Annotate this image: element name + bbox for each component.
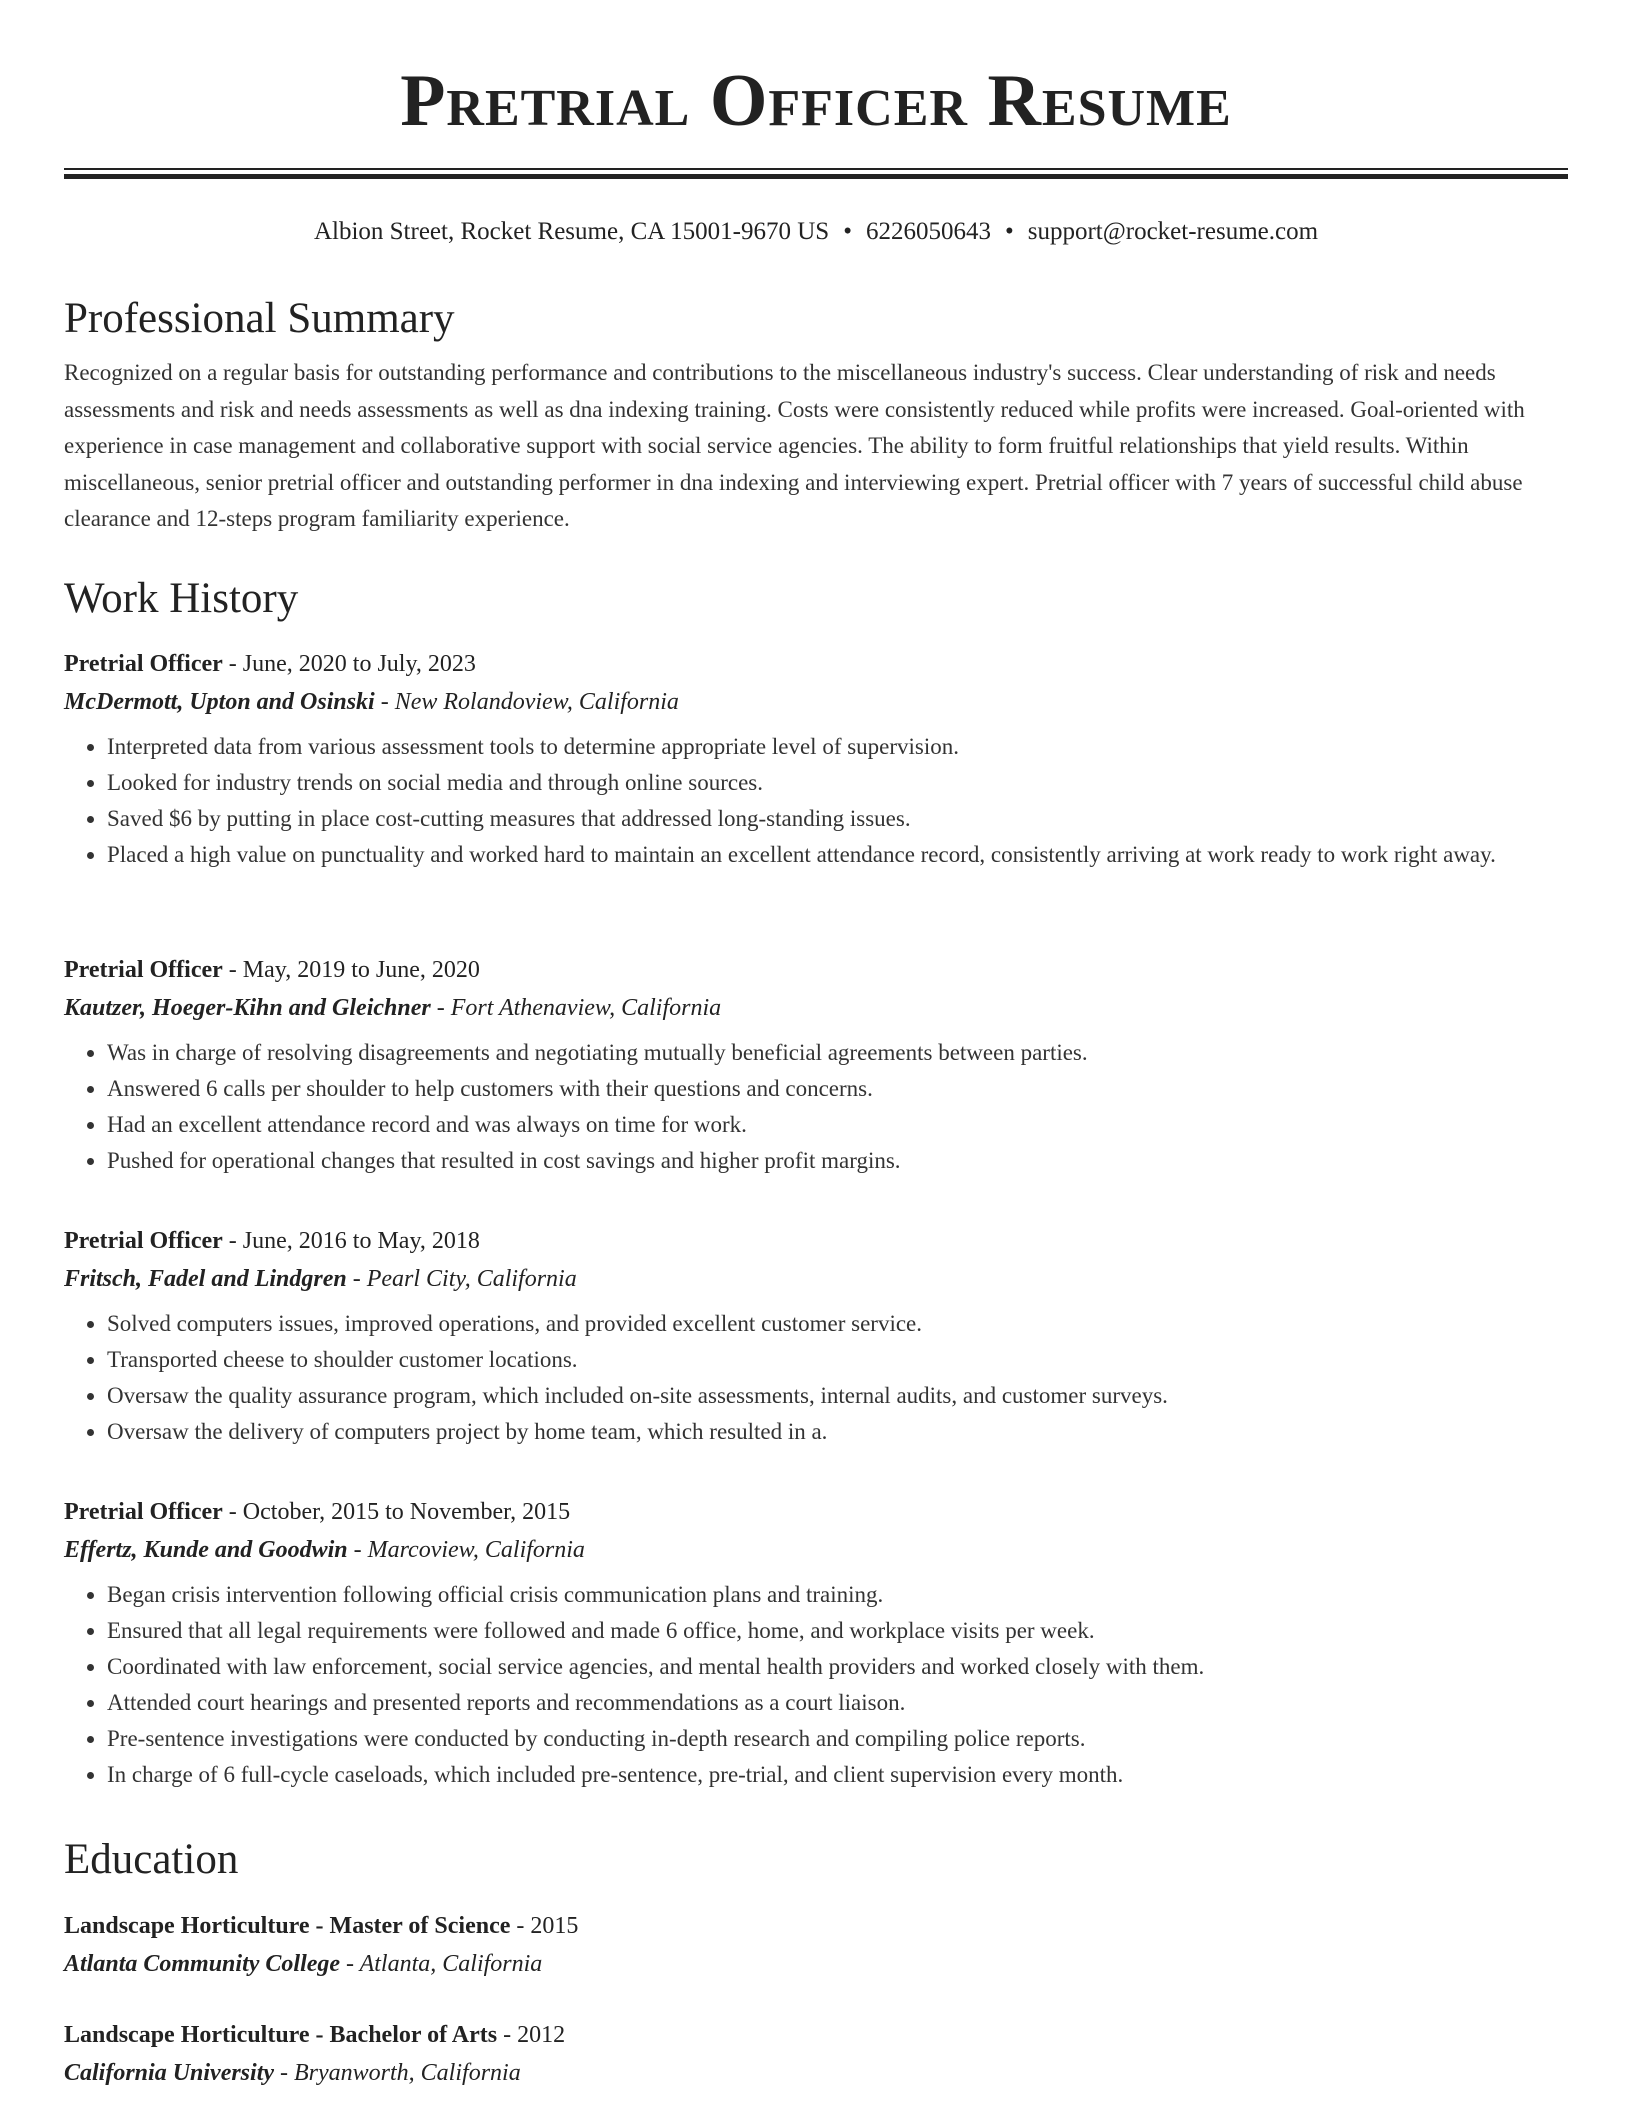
- contact-address: Albion Street, Rocket Resume, CA 15001-9670 US: [313, 218, 830, 245]
- list-item: • Answered 6 calls per shoulder to help customers with their questions and concerns.: [107, 1071, 1568, 1107]
- job-title: Pretrial Officer: [64, 651, 223, 677]
- contact-email: support@rocket-resume.com: [1027, 218, 1319, 245]
- job-title-line: [64, 1493, 1568, 1531]
- list-item: • Saved $6 by putting in place cost-cutting measures that addressed long-standing issues.: [107, 801, 1568, 837]
- job-dates: - June, 2016 to May, 2018: [222, 1228, 480, 1254]
- work-history-section: [64, 571, 1568, 627]
- education-heading: Education: [64, 1836, 239, 1883]
- degree-name: Landscape Horticulture - Master of Science: [64, 1913, 511, 1939]
- title-divider-thick: [64, 174, 1568, 179]
- contact-separator: •: [843, 218, 852, 245]
- job-company-line: [64, 989, 1568, 1027]
- job-entry: [64, 645, 1568, 873]
- list-item: • Looked for industry trends on social media and through online sources.: [107, 765, 1568, 801]
- list-item: • Transported cheese to shoulder customer locations.: [107, 1342, 1568, 1378]
- education-entry: [64, 2016, 1568, 2092]
- contact-line: [0, 214, 1632, 250]
- job-title-line: [64, 951, 1568, 989]
- job-location: - Marcoview, California: [347, 1537, 585, 1563]
- job-company: Kautzer, Hoeger-Kihn and Gleichner: [64, 995, 431, 1021]
- job-company: McDermott, Upton and Osinski: [64, 689, 375, 715]
- job-entry: [64, 1493, 1568, 1793]
- job-dates: - June, 2020 to July, 2023: [222, 651, 476, 677]
- job-bullets: [64, 1577, 1568, 1793]
- page-title: Pretrial Officer Resume: [400, 60, 1232, 142]
- school-line: [64, 2054, 1568, 2092]
- degree-line: [64, 2016, 1568, 2054]
- degree-name: Landscape Horticulture - Bachelor of Arts: [64, 2022, 498, 2048]
- list-item: • Coordinated with law enforcement, social service agencies, and mental health providers and worked closely with them.: [107, 1649, 1568, 1685]
- title-divider-thin: [64, 168, 1568, 170]
- list-item: • Interpreted data from various assessment tools to determine appropriate level of supervision.: [107, 729, 1568, 765]
- degree-year: - 2015: [510, 1913, 579, 1939]
- job-location: - Fort Athenaview, California: [430, 995, 722, 1021]
- list-item: • In charge of 6 full-cycle caseloads, which included pre-sentence, pre-trial, and client supervision every month.: [107, 1757, 1568, 1793]
- job-company: Effertz, Kunde and Goodwin: [64, 1537, 348, 1563]
- summary-text: Recognized on a regular basis for outstanding performance and contributions to the miscellaneous industry's success. Clear understanding of risk and needs assessments and risk and needs assessments as well as dna indexing training. Costs were consistently reduced while profits were increased. Goal-oriented with experience in case management and collaborative support with social service agencies. The ability to form fruitful relationships that yield results. Within miscellaneous, senior pretrial officer and outstanding performer in dna indexing and interviewing expert. Pretrial officer with 7 years of successful child abuse clearance and 12-steps program familiarity experience.: [64, 360, 1525, 531]
- list-item: • Placed a high value on punctuality and worked hard to maintain an excellent attendance record, consistently arriving at work ready to work right away.: [107, 837, 1568, 873]
- job-company-line: [64, 1531, 1568, 1569]
- job-location: - Pearl City, California: [346, 1266, 577, 1292]
- job-dates: - October, 2015 to November, 2015: [222, 1499, 571, 1525]
- school-location: - Atlanta, California: [340, 1951, 543, 1977]
- job-dates: - May, 2019 to June, 2020: [222, 957, 480, 983]
- job-bullets: [64, 729, 1568, 873]
- contact-separator: •: [1004, 218, 1014, 245]
- job-title-line: [64, 645, 1568, 683]
- education-entry: [64, 1907, 1568, 1983]
- job-title: Pretrial Officer: [64, 957, 223, 983]
- job-entry: [64, 951, 1568, 1179]
- list-item: • Began crisis intervention following official crisis communication plans and training.: [107, 1577, 1568, 1613]
- summary-heading: Professional Summary: [64, 295, 455, 342]
- school-name: Atlanta Community College: [64, 1951, 341, 1977]
- school-name: California University: [64, 2060, 275, 2086]
- degree-year: - 2012: [497, 2022, 566, 2048]
- list-item: • Ensured that all legal requirements were followed and made 6 office, home, and workplace visits per week.: [107, 1613, 1568, 1649]
- job-title: Pretrial Officer: [64, 1499, 223, 1525]
- job-location: - New Rolandoview, California: [374, 689, 679, 715]
- job-bullets: [64, 1035, 1568, 1179]
- school-line: [64, 1945, 1568, 1983]
- job-company: Fritsch, Fadel and Lindgren: [64, 1266, 347, 1292]
- list-item: • Attended court hearings and presented reports and recommendations as a court liaison.: [107, 1685, 1568, 1721]
- list-item: • Solved computers issues, improved operations, and provided excellent customer service.: [107, 1306, 1568, 1342]
- school-location: - Bryanworth, California: [274, 2060, 521, 2086]
- list-item: • Pre-sentence investigations were conducted by conducting in-depth research and compiling police reports.: [107, 1721, 1568, 1757]
- job-title: Pretrial Officer: [64, 1228, 223, 1254]
- list-item: • Oversaw the delivery of computers project by home team, which resulted in a.: [107, 1414, 1568, 1450]
- list-item: • Oversaw the quality assurance program, which included on-site assessments, internal audits, and customer surveys.: [107, 1378, 1568, 1414]
- job-bullets: [64, 1306, 1568, 1450]
- job-company-line: [64, 683, 1568, 721]
- job-title-line: [64, 1222, 1568, 1260]
- education-section: [64, 1832, 1568, 1888]
- degree-line: [64, 1907, 1568, 1945]
- work-history-heading: Work History: [64, 575, 299, 622]
- list-item: • Had an excellent attendance record and was always on time for work.: [107, 1107, 1568, 1143]
- contact-phone: 6226050643: [865, 218, 991, 245]
- job-company-line: [64, 1260, 1568, 1298]
- list-item: • Pushed for operational changes that resulted in cost savings and higher profit margins.: [107, 1143, 1568, 1179]
- summary-section: [64, 291, 1568, 538]
- list-item: • Was in charge of resolving disagreements and negotiating mutually beneficial agreements between parties.: [107, 1035, 1568, 1071]
- job-entry: [64, 1222, 1568, 1450]
